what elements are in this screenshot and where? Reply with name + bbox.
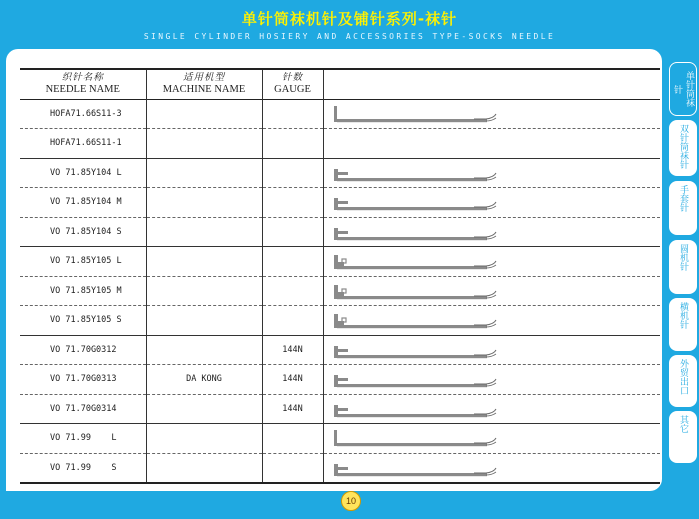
- needle-image-cell: [323, 335, 660, 365]
- needle-name-cell: HOFA71.66S11-3: [20, 99, 146, 129]
- side-tab-label: 单针筒袜针: [672, 71, 694, 107]
- needle-table: [20, 68, 660, 484]
- gauge-cell: [262, 129, 323, 159]
- machine-name-cell: DA KONG: [146, 365, 262, 395]
- table-row: [20, 335, 660, 365]
- side-tab-label: 横机针: [678, 302, 688, 329]
- needle-illustration-icon: [324, 249, 504, 273]
- needle-name-cell: VO 71.85Y105 L: [20, 247, 146, 277]
- col-header-machine-name: [146, 69, 262, 99]
- machine-name-cell: [146, 158, 262, 188]
- table-row: [20, 99, 660, 129]
- needle-name-cell: VO 71.99 S: [20, 453, 146, 483]
- needle-image-cell: [323, 99, 660, 129]
- page-number-badge: 10: [341, 491, 361, 511]
- side-tab-label: 圆机针: [678, 244, 688, 271]
- content-card: [6, 49, 662, 491]
- col-header-gauge-en: GAUGE: [274, 84, 311, 96]
- table-row: [20, 394, 660, 424]
- needle-name-cell: VO 71.85Y104 L: [20, 158, 146, 188]
- gauge-cell: [262, 247, 323, 277]
- needle-illustration-icon: [324, 367, 504, 391]
- machine-name-cell: [146, 394, 262, 424]
- machine-name-cell: [146, 188, 262, 218]
- needle-image-cell: [323, 188, 660, 218]
- machine-name-cell: [146, 129, 262, 159]
- col-header-gauge: [262, 69, 323, 99]
- needle-illustration-icon: [324, 426, 504, 450]
- side-tab-3[interactable]: [669, 181, 697, 235]
- machine-name-cell: [146, 99, 262, 129]
- needle-name-cell: VO 71.99 L: [20, 424, 146, 454]
- needle-illustration-icon: [324, 456, 504, 480]
- table-row: [20, 365, 660, 395]
- gauge-cell: [262, 424, 323, 454]
- col-header-needle-name-en: NEEDLE NAME: [45, 84, 120, 96]
- side-tab-1[interactable]: [669, 62, 697, 116]
- needle-illustration-icon: [324, 102, 504, 126]
- gauge-cell: [262, 158, 323, 188]
- needle-image-cell: [323, 365, 660, 395]
- side-tab-5[interactable]: [669, 298, 697, 351]
- side-tab-6[interactable]: [669, 355, 697, 407]
- side-tab-label: 双针筒袜针: [678, 124, 688, 169]
- table-row: [20, 306, 660, 336]
- gauge-cell: [262, 453, 323, 483]
- needle-illustration-icon: [324, 338, 504, 362]
- gauge-cell: 144N: [262, 394, 323, 424]
- side-tab-7[interactable]: [669, 411, 697, 463]
- col-header-machine-name-zh: 适用机型: [182, 73, 225, 84]
- needle-name-cell: VO 71.85Y104 M: [20, 188, 146, 218]
- needle-image-cell: [323, 424, 660, 454]
- side-tab-label: 其它: [678, 415, 688, 433]
- header-subtitle: SINGLE CYLINDER HOSIERY AND ACCESSORIES TYPE-SOCKS NEEDLE: [143, 32, 556, 41]
- col-header-needle-name-zh: 织针名称: [61, 73, 104, 84]
- table-row: [20, 129, 660, 159]
- needle-name-cell: VO 71.85Y104 S: [20, 217, 146, 247]
- needle-image-cell: [323, 129, 660, 159]
- table-row: [20, 158, 660, 188]
- needle-image-cell: [323, 453, 660, 483]
- machine-name-cell: [146, 217, 262, 247]
- table-row: [20, 424, 660, 454]
- gauge-cell: 144N: [262, 365, 323, 395]
- needle-illustration-icon: [324, 397, 504, 421]
- side-tab-label: 手套针: [678, 185, 688, 212]
- needle-image-cell: [323, 276, 660, 306]
- needle-image-cell: [323, 394, 660, 424]
- machine-name-cell: [146, 247, 262, 277]
- needle-image-cell: [323, 158, 660, 188]
- needle-illustration-icon: [324, 279, 504, 303]
- table-row: [20, 188, 660, 218]
- table-row: [20, 217, 660, 247]
- side-tab-2[interactable]: [669, 120, 697, 176]
- machine-name-cell: [146, 453, 262, 483]
- header-title: 单针筒袜机针及铺针系列-袜针: [241, 10, 458, 28]
- table-header-row: [20, 69, 660, 99]
- col-header-gauge-zh: 针数: [281, 73, 303, 84]
- table-row: [20, 276, 660, 306]
- needle-illustration-icon: [324, 220, 504, 244]
- gauge-cell: [262, 217, 323, 247]
- needle-illustration-icon: [324, 161, 504, 185]
- col-header-machine-name-en: MACHINE NAME: [162, 84, 246, 96]
- needle-name-cell: VO 71.70G0314: [20, 394, 146, 424]
- side-tab-4[interactable]: [669, 240, 697, 294]
- col-header-needle-name: [20, 69, 146, 99]
- gauge-cell: [262, 276, 323, 306]
- needle-name-cell: VO 71.85Y105 S: [20, 306, 146, 336]
- needle-image-cell: [323, 217, 660, 247]
- needle-illustration-icon: [324, 308, 504, 332]
- needle-name-cell: VO 71.85Y105 M: [20, 276, 146, 306]
- col-header-image: [323, 69, 660, 99]
- needle-name-cell: VO 71.70G0312: [20, 335, 146, 365]
- side-tab-label: 外贸出口: [678, 359, 688, 395]
- gauge-cell: [262, 99, 323, 129]
- needle-illustration-icon: [324, 190, 504, 214]
- gauge-cell: 144N: [262, 335, 323, 365]
- table-row: [20, 247, 660, 277]
- machine-name-cell: [146, 306, 262, 336]
- machine-name-cell: [146, 276, 262, 306]
- machine-name-cell: [146, 335, 262, 365]
- gauge-cell: [262, 188, 323, 218]
- machine-name-cell: [146, 424, 262, 454]
- table-row: [20, 453, 660, 483]
- needle-name-cell: HOFA71.66S11-1: [20, 129, 146, 159]
- needle-image-cell: [323, 247, 660, 277]
- needle-image-cell: [323, 306, 660, 336]
- needle-name-cell: VO 71.70G0313: [20, 365, 146, 395]
- gauge-cell: [262, 306, 323, 336]
